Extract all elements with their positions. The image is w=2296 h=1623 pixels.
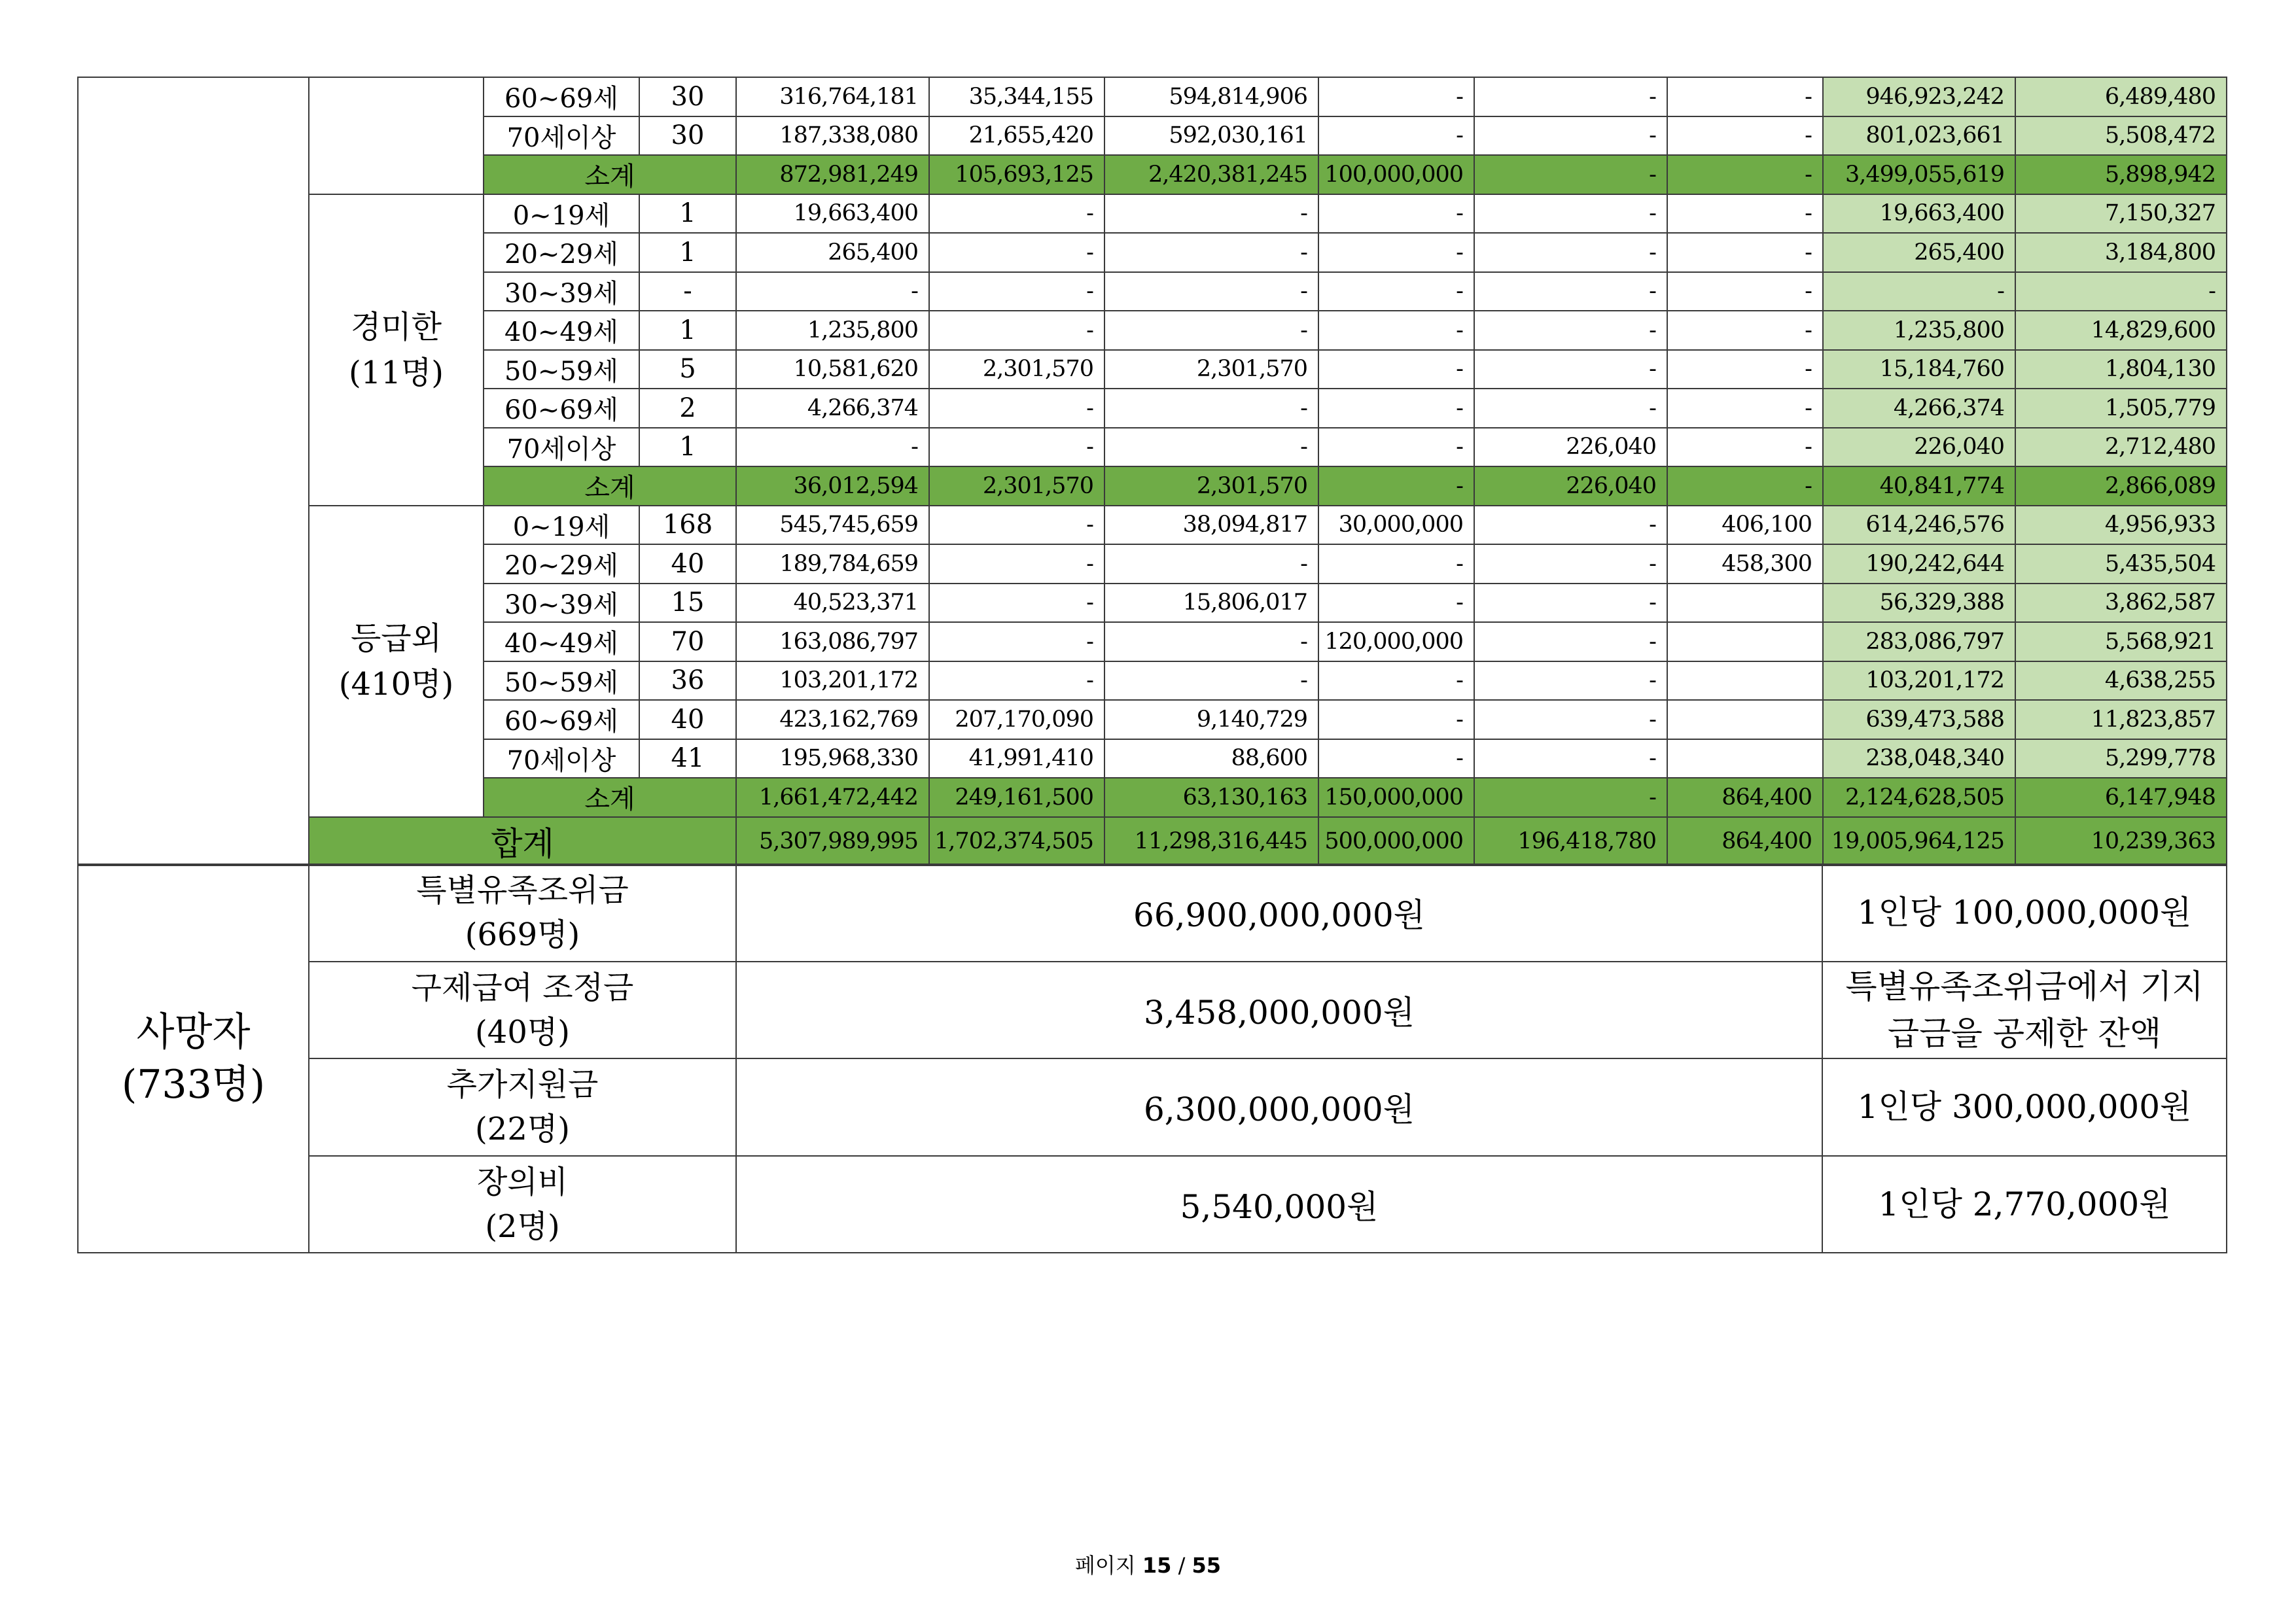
footer-page-total: 55 <box>1192 1553 1222 1578</box>
age-cell: 70세이상 <box>484 739 639 778</box>
value-cell: - <box>1104 389 1318 428</box>
age-cell: 70세이상 <box>484 116 639 156</box>
total-cell: 801,023,661 <box>1823 116 2015 156</box>
count-cell: 168 <box>639 506 736 545</box>
total-cell: 19,663,400 <box>1823 194 2015 234</box>
value-cell: - <box>1474 778 1667 817</box>
age-cell: 20~29세 <box>484 233 639 272</box>
value-cell: - <box>1318 116 1474 156</box>
item-name: 특별유족조위금 <box>416 872 629 909</box>
value-cell: - <box>1318 739 1474 778</box>
value-cell: 187,338,080 <box>736 116 929 156</box>
average-cell: 10,239,363 <box>2015 817 2227 865</box>
value-cell: - <box>929 622 1104 661</box>
total-cell: 946,923,242 <box>1823 77 2015 116</box>
value-cell: 2,301,570 <box>1104 350 1318 389</box>
value-cell: - <box>1104 233 1318 272</box>
value-cell: 195,968,330 <box>736 739 929 778</box>
value-cell: 545,745,659 <box>736 506 929 545</box>
value-cell: - <box>1474 155 1667 194</box>
note-line: 1인당 300,000,000원 <box>1857 1088 2192 1126</box>
value-cell: 21,655,420 <box>929 116 1104 156</box>
age-cell: 70세이상 <box>484 428 639 467</box>
group-name: 등급외 <box>350 620 442 657</box>
average-cell: 4,638,255 <box>2015 661 2227 701</box>
total-cell: 614,246,576 <box>1823 506 2015 545</box>
value-cell: - <box>929 661 1104 701</box>
average-cell: 7,150,327 <box>2015 194 2227 234</box>
value-cell: - <box>1667 194 1823 234</box>
value-cell: - <box>1104 661 1318 701</box>
value-cell: 9,140,729 <box>1104 700 1318 739</box>
value-cell <box>1667 584 1823 623</box>
value-cell: - <box>1474 116 1667 156</box>
total-cell: 56,329,388 <box>1823 584 2015 623</box>
category-cell <box>78 77 309 865</box>
value-cell: - <box>1104 194 1318 234</box>
count-cell: 30 <box>639 116 736 156</box>
value-cell: 265,400 <box>736 233 929 272</box>
count-cell: 40 <box>639 700 736 739</box>
value-cell: - <box>929 506 1104 545</box>
total-cell: 3,499,055,619 <box>1823 155 2015 194</box>
value-cell: - <box>1318 272 1474 311</box>
average-cell: 2,866,089 <box>2015 466 2227 506</box>
average-cell: 6,147,948 <box>2015 778 2227 817</box>
value-cell: 41,991,410 <box>929 739 1104 778</box>
count-cell: 1 <box>639 194 736 234</box>
average-cell: 6,489,480 <box>2015 77 2227 116</box>
table-row <box>78 506 2227 545</box>
value-cell: - <box>1474 272 1667 311</box>
value-cell: - <box>1667 77 1823 116</box>
average-cell: 5,435,504 <box>2015 544 2227 584</box>
age-cell: 60~69세 <box>484 77 639 116</box>
value-cell: - <box>1667 116 1823 156</box>
value-cell: 40,523,371 <box>736 584 929 623</box>
value-cell: 120,000,000 <box>1318 622 1474 661</box>
total-cell: 4,266,374 <box>1823 389 2015 428</box>
value-cell: - <box>1474 194 1667 234</box>
age-cell: 0~19세 <box>484 194 639 234</box>
count-cell: 15 <box>639 584 736 623</box>
group-label-cell <box>309 194 484 506</box>
value-cell: - <box>1667 428 1823 467</box>
value-cell: - <box>1474 233 1667 272</box>
value-cell: 592,030,161 <box>1104 116 1318 156</box>
average-cell: 5,568,921 <box>2015 622 2227 661</box>
value-cell: - <box>1318 77 1474 116</box>
count-cell: 1 <box>639 233 736 272</box>
value-cell: - <box>1474 544 1667 584</box>
value-cell: 19,663,400 <box>736 194 929 234</box>
value-cell: - <box>1474 389 1667 428</box>
death-label: 사망자 <box>136 1009 251 1055</box>
age-cell: 50~59세 <box>484 350 639 389</box>
age-cell: 60~69세 <box>484 389 639 428</box>
death-compensation-table <box>77 864 2227 1253</box>
value-cell: - <box>929 584 1104 623</box>
item-count: (2명) <box>485 1208 560 1245</box>
death-item-row <box>78 864 2227 962</box>
count-cell: 2 <box>639 389 736 428</box>
total-cell: 265,400 <box>1823 233 2015 272</box>
value-cell: - <box>929 544 1104 584</box>
average-cell: 2,712,480 <box>2015 428 2227 467</box>
value-cell: - <box>736 272 929 311</box>
note-cell <box>1822 864 2227 962</box>
value-cell: - <box>1104 428 1318 467</box>
value-cell: 594,814,906 <box>1104 77 1318 116</box>
value-cell: 2,301,570 <box>929 466 1104 506</box>
value-cell: 30,000,000 <box>1318 506 1474 545</box>
total-cell: 226,040 <box>1823 428 2015 467</box>
note-line: 특별유족조위금에서 기지 <box>1845 967 2204 1005</box>
total-cell: 639,473,588 <box>1823 700 2015 739</box>
value-cell: - <box>1474 350 1667 389</box>
average-cell: 5,299,778 <box>2015 739 2227 778</box>
age-cell: 50~59세 <box>484 661 639 701</box>
group-count: (11명) <box>349 354 444 391</box>
footer-prefix: 페이지 <box>1074 1553 1136 1578</box>
value-cell: 196,418,780 <box>1474 817 1667 865</box>
amount-cell: 66,900,000,000원 <box>736 864 1822 962</box>
age-cell: 40~49세 <box>484 622 639 661</box>
value-cell: - <box>929 194 1104 234</box>
value-cell: - <box>1667 272 1823 311</box>
table-row <box>78 194 2227 234</box>
count-cell: 41 <box>639 739 736 778</box>
value-cell: 88,600 <box>1104 739 1318 778</box>
value-cell: 500,000,000 <box>1318 817 1474 865</box>
group-name: 경미한 <box>350 308 442 345</box>
value-cell: - <box>1474 622 1667 661</box>
subtotal-label: 소계 <box>484 155 736 194</box>
value-cell: - <box>1318 350 1474 389</box>
count-cell: 5 <box>639 350 736 389</box>
value-cell: 2,301,570 <box>929 350 1104 389</box>
average-cell: 3,184,800 <box>2015 233 2227 272</box>
value-cell: 864,400 <box>1667 817 1823 865</box>
value-cell: - <box>929 311 1104 350</box>
item-name-cell <box>309 962 736 1059</box>
death-item-row <box>78 1058 2227 1156</box>
item-name: 추가지원금 <box>446 1066 599 1104</box>
note-cell <box>1822 1058 2227 1156</box>
value-cell: 1,702,374,505 <box>929 817 1104 865</box>
value-cell: 2,420,381,245 <box>1104 155 1318 194</box>
age-cell: 30~39세 <box>484 584 639 623</box>
amount-cell: 6,300,000,000원 <box>736 1058 1822 1156</box>
value-cell: - <box>1318 389 1474 428</box>
count-cell: 30 <box>639 77 736 116</box>
footer-separator: / <box>1178 1553 1186 1578</box>
note-cell <box>1822 962 2227 1059</box>
count-cell: 1 <box>639 311 736 350</box>
value-cell: 100,000,000 <box>1318 155 1474 194</box>
group-label-cell <box>309 506 484 817</box>
age-cell: 0~19세 <box>484 506 639 545</box>
total-cell: 19,005,964,125 <box>1823 817 2015 865</box>
value-cell: - <box>929 428 1104 467</box>
value-cell: 63,130,163 <box>1104 778 1318 817</box>
value-cell: - <box>1318 194 1474 234</box>
value-cell: - <box>1318 700 1474 739</box>
total-cell: 190,242,644 <box>1823 544 2015 584</box>
value-cell: - <box>1667 466 1823 506</box>
value-cell: - <box>736 428 929 467</box>
value-cell: 15,806,017 <box>1104 584 1318 623</box>
table-row <box>78 77 2227 116</box>
total-cell: 103,201,172 <box>1823 661 2015 701</box>
note-line: 급금을 공제한 잔액 <box>1887 1014 2162 1053</box>
note-line: 1인당 2,770,000원 <box>1878 1185 2171 1223</box>
item-count: (669명) <box>465 916 580 954</box>
value-cell: - <box>1474 700 1667 739</box>
average-cell: 1,505,779 <box>2015 389 2227 428</box>
value-cell: - <box>1104 272 1318 311</box>
value-cell: - <box>1104 544 1318 584</box>
value-cell: 1,661,472,442 <box>736 778 929 817</box>
average-cell: 14,829,600 <box>2015 311 2227 350</box>
item-name: 구제급여 조정금 <box>411 969 634 1006</box>
value-cell: 316,764,181 <box>736 77 929 116</box>
age-cell: 60~69세 <box>484 700 639 739</box>
item-count: (40명) <box>475 1013 570 1051</box>
value-cell: 864,400 <box>1667 778 1823 817</box>
total-cell: 2,124,628,505 <box>1823 778 2015 817</box>
note-cell <box>1822 1156 2227 1253</box>
value-cell: - <box>1318 233 1474 272</box>
value-cell: 103,201,172 <box>736 661 929 701</box>
value-cell: - <box>1667 233 1823 272</box>
death-item-row <box>78 1156 2227 1253</box>
age-cell: 30~39세 <box>484 272 639 311</box>
value-cell: 423,162,769 <box>736 700 929 739</box>
value-cell <box>1667 622 1823 661</box>
value-cell: 226,040 <box>1474 428 1667 467</box>
death-label-cell <box>78 864 309 1253</box>
value-cell: - <box>929 272 1104 311</box>
value-cell: 872,981,249 <box>736 155 929 194</box>
value-cell: 406,100 <box>1667 506 1823 545</box>
value-cell: - <box>1474 584 1667 623</box>
grand-total-label: 합계 <box>309 817 736 865</box>
count-cell: 70 <box>639 622 736 661</box>
value-cell: 10,581,620 <box>736 350 929 389</box>
subtotal-label: 소계 <box>484 466 736 506</box>
value-cell: - <box>1318 544 1474 584</box>
value-cell: 1,235,800 <box>736 311 929 350</box>
age-cell: 20~29세 <box>484 544 639 584</box>
value-cell: 189,784,659 <box>736 544 929 584</box>
total-cell: 1,235,800 <box>1823 311 2015 350</box>
average-cell: 3,862,587 <box>2015 584 2227 623</box>
page-footer <box>0 1549 2296 1579</box>
group-label-cell <box>309 77 484 194</box>
subtotal-label: 소계 <box>484 778 736 817</box>
value-cell <box>1667 661 1823 701</box>
value-cell: - <box>1318 661 1474 701</box>
average-cell: 1,804,130 <box>2015 350 2227 389</box>
age-cell: 40~49세 <box>484 311 639 350</box>
value-cell: - <box>1474 506 1667 545</box>
value-cell: 36,012,594 <box>736 466 929 506</box>
grand-total-row <box>78 817 2227 865</box>
value-cell: 35,344,155 <box>929 77 1104 116</box>
item-name-cell <box>309 1058 736 1156</box>
total-cell: 40,841,774 <box>1823 466 2015 506</box>
value-cell: 249,161,500 <box>929 778 1104 817</box>
note-line: 1인당 100,000,000원 <box>1857 894 2192 932</box>
value-cell: - <box>1318 428 1474 467</box>
item-name-cell <box>309 864 736 962</box>
value-cell: - <box>929 233 1104 272</box>
total-cell: 238,048,340 <box>1823 739 2015 778</box>
amount-cell: 5,540,000원 <box>736 1156 1822 1253</box>
count-cell: - <box>639 272 736 311</box>
death-count: (733명) <box>121 1062 266 1108</box>
value-cell: 5,307,989,995 <box>736 817 929 865</box>
value-cell: 11,298,316,445 <box>1104 817 1318 865</box>
value-cell: 163,086,797 <box>736 622 929 661</box>
value-cell: - <box>1667 155 1823 194</box>
average-cell: 11,823,857 <box>2015 700 2227 739</box>
value-cell: 2,301,570 <box>1104 466 1318 506</box>
footer-page-number: 15 <box>1142 1553 1172 1578</box>
value-cell: 226,040 <box>1474 466 1667 506</box>
value-cell: - <box>1667 350 1823 389</box>
average-cell: 4,956,933 <box>2015 506 2227 545</box>
value-cell: - <box>1474 739 1667 778</box>
value-cell: - <box>1104 311 1318 350</box>
value-cell <box>1667 739 1823 778</box>
compensation-table <box>77 77 2227 866</box>
value-cell: 207,170,090 <box>929 700 1104 739</box>
value-cell: 458,300 <box>1667 544 1823 584</box>
value-cell: - <box>1104 622 1318 661</box>
death-item-row <box>78 962 2227 1059</box>
item-name-cell <box>309 1156 736 1253</box>
average-cell: 5,508,472 <box>2015 116 2227 156</box>
average-cell: 5,898,942 <box>2015 155 2227 194</box>
value-cell: - <box>1667 389 1823 428</box>
count-cell: 1 <box>639 428 736 467</box>
value-cell <box>1667 700 1823 739</box>
value-cell: 150,000,000 <box>1318 778 1474 817</box>
total-cell: - <box>1823 272 2015 311</box>
average-cell: - <box>2015 272 2227 311</box>
value-cell: - <box>1318 311 1474 350</box>
value-cell: - <box>1318 584 1474 623</box>
item-name: 장의비 <box>476 1163 569 1200</box>
value-cell: - <box>929 389 1104 428</box>
count-cell: 40 <box>639 544 736 584</box>
total-cell: 15,184,760 <box>1823 350 2015 389</box>
value-cell: - <box>1318 466 1474 506</box>
value-cell: 105,693,125 <box>929 155 1104 194</box>
value-cell: - <box>1474 661 1667 701</box>
value-cell: 38,094,817 <box>1104 506 1318 545</box>
count-cell: 36 <box>639 661 736 701</box>
value-cell: - <box>1474 311 1667 350</box>
value-cell: - <box>1667 311 1823 350</box>
amount-cell: 3,458,000,000원 <box>736 962 1822 1059</box>
group-count: (410명) <box>338 665 454 703</box>
total-cell: 283,086,797 <box>1823 622 2015 661</box>
value-cell: 4,266,374 <box>736 389 929 428</box>
item-count: (22명) <box>475 1111 570 1148</box>
value-cell: - <box>1474 77 1667 116</box>
